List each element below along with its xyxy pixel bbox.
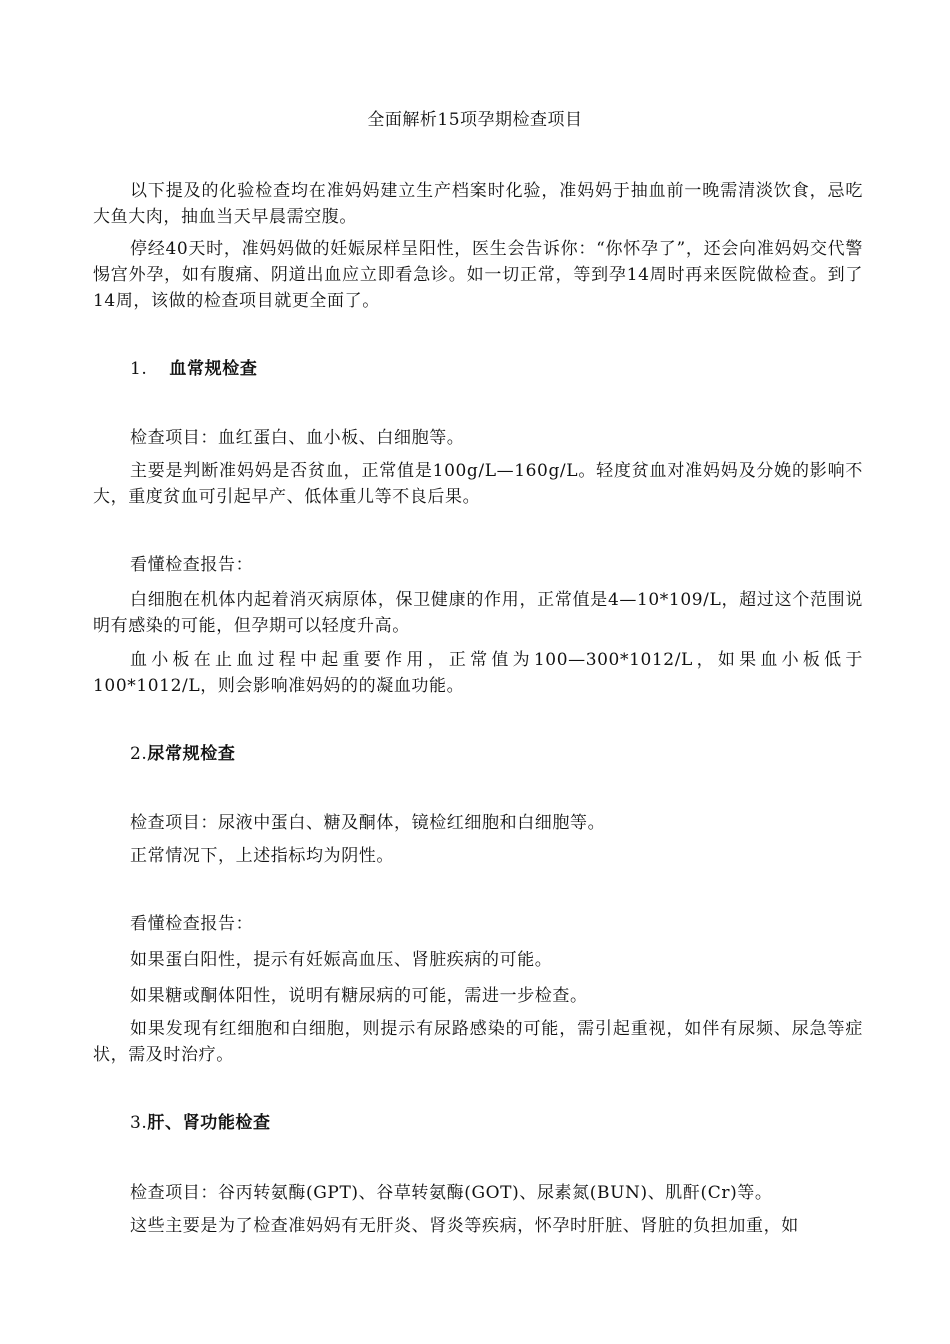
section-paragraph: 如果糖或酮体阳性，说明有糖尿病的可能，需进一步检查。: [130, 986, 588, 1006]
intro-paragraph: 停经40天时，准妈妈做的妊娠尿样呈阳性，医生会告诉你：“你怀孕了”，还会向准妈妈交代警惕宫外孕，如有腹痛、阴道出血应立即看急诊。如一切正常，等到孕14周时再来医院做检查。到了14周，该做的检查项目就更全面了。: [93, 239, 863, 311]
intro-paragraph: 以下提及的化验检查均在准妈妈建立生产档案时化验，准妈妈于抽血前一晚需清淡饮食，忌吃大鱼大肉，抽血当天早晨需空腹。: [93, 181, 863, 227]
section-title: 肝、肾功能检查: [147, 1113, 271, 1133]
section-paragraph: 这些主要是为了检查准妈妈有无肝炎、肾炎等疾病，怀孕时肝脏、肾脏的负担加重，如: [130, 1216, 799, 1236]
section-paragraph: 白细胞在机体内起着消灭病原体，保卫健康的作用，正常值是4—10*109/L，超过这个范围说明有感染的可能，但孕期可以轻度升高。: [93, 590, 863, 636]
section-title: 血常规检查: [169, 359, 258, 379]
section-number: 3.: [130, 1113, 148, 1133]
section-number: 1.: [130, 359, 148, 379]
section-paragraph: 如果蛋白阳性，提示有妊娠高血压、肾脏疾病的可能。: [130, 950, 553, 970]
section-paragraph: 看懂检查报告：: [130, 555, 254, 575]
section-paragraph: 如果发现有红细胞和白细胞，则提示有尿路感染的可能，需引起重视，如伴有尿频、尿急等症状，需及时治疗。: [93, 1019, 863, 1065]
section-title: 尿常规检查: [147, 744, 236, 764]
section-paragraph: 正常情况下，上述指标均为阴性。: [130, 846, 394, 866]
section-heading: [130, 741, 235, 767]
section-paragraph: 血小板在止血过程中起重要作用，正常值为100—300*1012/L，如果血小板低于100*1012/L，则会影响准妈妈的的凝血功能。: [93, 650, 863, 696]
section-paragraph: 主要是判断准妈妈是否贫血，正常值是100g/L—160g/L。轻度贫血对准妈妈及分娩的影响不大，重度贫血可引起早产、低体重儿等不良后果。: [93, 461, 863, 507]
section-paragraph: 检查项目：尿液中蛋白、糖及酮体，镜检红细胞和白细胞等。: [130, 813, 606, 833]
section-paragraph: 检查项目：谷丙转氨酶(GPT)、谷草转氨酶(GOT)、尿素氮(BUN)、肌酐(Cr)等。: [130, 1183, 773, 1203]
section-number: 2.: [130, 744, 148, 764]
section-heading: [130, 356, 257, 382]
section-paragraph: 检查项目：血红蛋白、血小板、白细胞等。: [130, 428, 465, 448]
section-paragraph: 看懂检查报告：: [130, 914, 254, 934]
document-title: 全面解析15项孕期检查项目: [367, 110, 583, 130]
section-heading: [130, 1110, 271, 1136]
